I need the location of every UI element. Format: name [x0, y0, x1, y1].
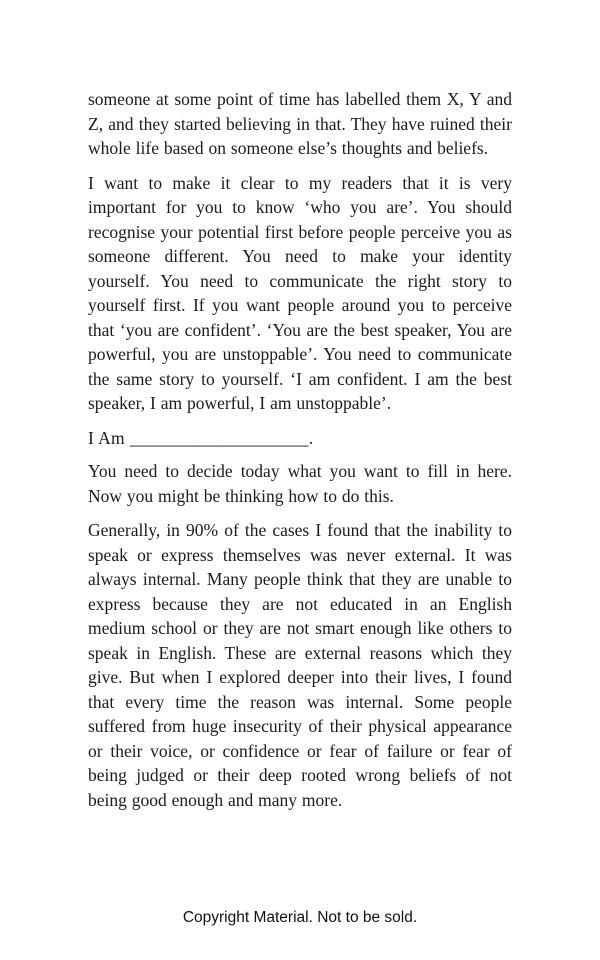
- paragraph-decide-today: You need to decide today what you want to fill in here. Now you might be thinking how to do this.: [88, 461, 512, 506]
- paragraph-internal-reasons: Generally, in 90% of the cases I found that the inability to speak or express themselves was never external. It was always internal. Many people think that they are unable to express because they are not educated in an English medium school or they are not smart enough like others to speak in English. These are external reasons which they give. But when I explored deeper into their lives, I found that every time the reason was internal. Some people suffered from huge insecurity of their physical appearance or their voice, or confidence or fear of failure or fear of being judged or their deep rooted wrong beliefs of not being good enough and many more.: [88, 520, 512, 810]
- i-am-blank-line: I Am ____________________.: [88, 427, 314, 448]
- paragraph-labelled-beliefs: someone at some point of time has labelled them X, Y and Z, and they started believing in that. They have ruined their whole life based on someone else’s thoughts and beliefs.: [88, 89, 512, 158]
- page-text-block: [88, 87, 512, 822]
- paragraph-who-you-are: I want to make it clear to my readers that it is very important for you to know ‘who you are’. You should recognise your potential first before people perceive you as someone different. You need to make your identity yourself. You need to communicate the right story to yourself first. If you want people around you to perceive that ‘you are confident’. ‘You are the best speaker, You are powerful, you are unstoppable’. You need to communicate the same story to yourself. ‘I am confident. I am the best speaker, I am powerful, I am unstoppable’.: [88, 172, 512, 413]
- copyright-footer: Copyright Material. Not to be sold.: [182, 909, 418, 926]
